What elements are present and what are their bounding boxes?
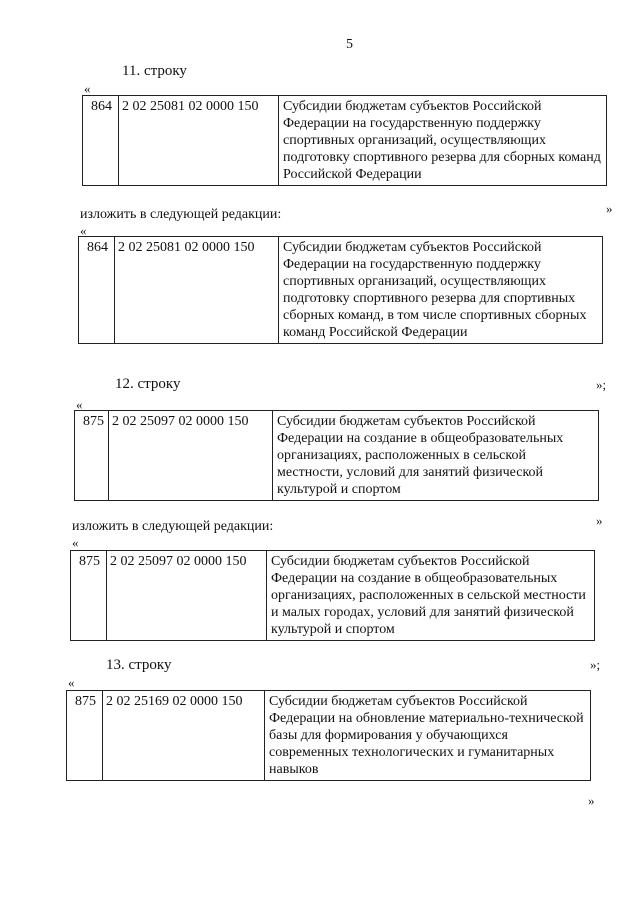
budget-table-old	[74, 410, 599, 501]
admin-code-cell: 864	[83, 96, 119, 186]
income-name-cell: Субсидии бюджетам субъектов Российской Федерации на обновление материально-технической базы для формирования у обучающихся современных технологических и гуманитарных навыков	[265, 691, 591, 781]
income-name-cell: Субсидии бюджетам субъектов Российской Федерации на государственную поддержку спортивных организаций, осуществляющих подготовку спортивного резерва для сборных команд Российской Федерации	[279, 96, 607, 186]
kbk-code-cell: 2 02 25097 02 0000 150	[109, 411, 273, 501]
table-row	[71, 551, 595, 641]
edit-instruction: изложить в следующей редакции:	[72, 519, 274, 534]
opening-quote: «	[84, 81, 91, 96]
kbk-code-cell: 2 02 25169 02 0000 150	[103, 691, 265, 781]
kbk-code-cell: 2 02 25097 02 0000 150	[107, 551, 267, 641]
opening-quote: «	[80, 223, 87, 238]
admin-code-cell: 875	[75, 411, 109, 501]
closing-quote: »	[596, 513, 603, 528]
closing-quote: »	[588, 793, 595, 808]
section-heading: 12. строку	[115, 376, 181, 392]
section-heading: 13. строку	[106, 657, 172, 673]
budget-table-new	[78, 236, 603, 344]
income-name-cell: Субсидии бюджетам субъектов Российской Федерации на создание в общеобразовательных организациях, расположенных в сельской местности, условий для занятий физической культурой и спортом	[273, 411, 599, 501]
table-row	[75, 411, 599, 501]
admin-code-cell: 875	[67, 691, 103, 781]
section-heading: 11. строку	[122, 63, 187, 79]
table-row	[83, 96, 607, 186]
table-row	[67, 691, 591, 781]
opening-quote: «	[76, 397, 83, 412]
opening-quote: «	[68, 675, 75, 690]
budget-table-old	[82, 95, 607, 186]
closing-quote: »;	[590, 657, 601, 672]
kbk-code-cell: 2 02 25081 02 0000 150	[115, 237, 279, 344]
table-row	[79, 237, 603, 344]
closing-quote: »;	[596, 377, 607, 392]
opening-quote: «	[72, 535, 79, 550]
admin-code-cell: 864	[79, 237, 115, 344]
page-number: 5	[346, 37, 353, 52]
kbk-code-cell: 2 02 25081 02 0000 150	[119, 96, 279, 186]
income-name-cell: Субсидии бюджетам субъектов Российской Федерации на государственную поддержку спортивных организаций, осуществляющих подготовку спортивного резерва для спортивных сборных команд, в том числе спортивных сборных команд Российской Федерации	[279, 237, 603, 344]
budget-table-new	[70, 550, 595, 641]
admin-code-cell: 875	[71, 551, 107, 641]
edit-instruction: изложить в следующей редакции:	[80, 207, 282, 222]
budget-table-old	[66, 690, 591, 781]
closing-quote: »	[606, 201, 613, 216]
income-name-cell: Субсидии бюджетам субъектов Российской Федерации на создание в общеобразовательных организациях, расположенных в сельской местности и малых городах, условий для занятий физической культурой и спортом	[267, 551, 595, 641]
